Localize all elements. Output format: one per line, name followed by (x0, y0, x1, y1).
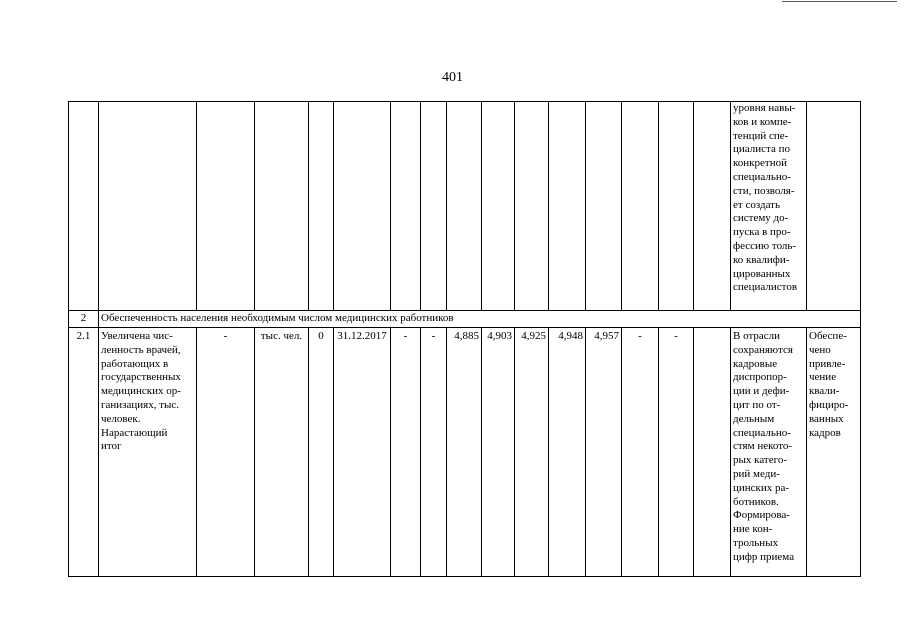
cell-result (807, 328, 861, 577)
cell-rationale (731, 328, 807, 577)
cell-year-2018: - (391, 328, 421, 577)
cell-number (69, 102, 99, 311)
cell-year-2020: 4,885 (447, 328, 482, 577)
cell-year (694, 102, 731, 311)
cell-unit (255, 102, 309, 311)
cell-name (99, 328, 197, 577)
cell-year (622, 102, 659, 311)
text-line: уровня навы- (733, 102, 796, 114)
text-line: чение (809, 371, 837, 384)
text-line: государственных (101, 371, 181, 384)
cell-year (391, 102, 421, 311)
text-line: стям некото- (733, 440, 793, 453)
text-line: привле- (809, 357, 846, 370)
text-line: диспропор- (733, 371, 787, 384)
text-line: сти, позволя- (733, 184, 795, 197)
text-line: кадров (809, 426, 841, 439)
cell-year (659, 102, 694, 311)
text-line: ленность врачей, (101, 343, 181, 356)
cell-number: 2.1 (69, 328, 99, 577)
cell-year-2025: - (622, 328, 659, 577)
text-line: ков и компе- (733, 115, 792, 128)
text-line: Увеличена чис- (101, 330, 173, 342)
cell-type: - (197, 328, 255, 577)
cell-year-2023: 4,948 (549, 328, 586, 577)
corner-rule (782, 1, 897, 2)
text-line: человек. (101, 412, 141, 425)
text-line: конкретной (733, 157, 787, 170)
cell-base-value (309, 102, 334, 311)
cell-base-date (334, 102, 391, 311)
cell-unit: тыс. чел. (255, 328, 309, 577)
cell-year-2024: 4,957 (586, 328, 622, 577)
text-line: специалистов (733, 281, 798, 294)
cell-type (197, 102, 255, 311)
text-line: циалиста по (733, 143, 790, 156)
cell-rationale (731, 102, 807, 311)
text-line: ет создать (733, 198, 780, 211)
text-line: специально- (733, 426, 791, 439)
text-line: цит по от- (733, 398, 781, 411)
text-line: чено (809, 343, 831, 356)
text-line: ботников. (733, 495, 779, 508)
cell-name (99, 102, 197, 311)
text-line: цинских ра- (733, 481, 790, 494)
text-line: специально- (733, 170, 791, 183)
section-title: Обеспеченность населения необходимым числом медицинских работников (99, 311, 861, 328)
text-line: дельным (733, 412, 775, 425)
text-line: медицинских ор- (101, 385, 181, 398)
text-line: фессию толь- (733, 239, 797, 252)
cell-result (807, 102, 861, 311)
text-line: рых катего- (733, 454, 788, 467)
cell-year-2021: 4,903 (482, 328, 515, 577)
text-line: Нарастающий (101, 426, 168, 439)
cell-year (447, 102, 482, 311)
table-row-continued (69, 102, 861, 311)
text-line: цированных (733, 267, 791, 280)
cell-year (421, 102, 447, 311)
page-number: 401 (442, 70, 463, 85)
text-line: фициро- (809, 398, 849, 411)
text-line: сохраняются (733, 343, 793, 356)
text-line: ко квалифи- (733, 253, 790, 266)
cell-base-value: 0 (309, 328, 334, 577)
text-line: ванных (809, 412, 844, 425)
text-line: Обеспе- (809, 330, 847, 342)
text-line: В отрасли (733, 330, 781, 342)
cell-year (482, 102, 515, 311)
cell-year-2026: - (659, 328, 694, 577)
text-line: систему до- (733, 212, 789, 225)
cell-empty (694, 328, 731, 577)
text-line: тенций спе- (733, 129, 789, 142)
cell-year-2019: - (421, 328, 447, 577)
text-line: трольных (733, 536, 779, 549)
text-line: кадровые (733, 357, 778, 370)
section-number: 2 (69, 311, 99, 328)
cell-base-date: 31.12.2017 (334, 328, 391, 577)
cell-year (586, 102, 622, 311)
indicator-table (68, 101, 861, 577)
text-line: рий меди- (733, 467, 780, 480)
text-line: ние кон- (733, 523, 773, 536)
text-line: работающих в (101, 357, 169, 370)
text-line: цифр приема (733, 550, 795, 563)
text-line: пуска в про- (733, 226, 791, 239)
text-line: квали- (809, 385, 840, 398)
text-line: итог (101, 440, 122, 453)
cell-year (515, 102, 549, 311)
text-line: ганизациях, тыс. (101, 398, 180, 411)
section-row (69, 311, 861, 328)
text-line: Формирова- (733, 509, 790, 522)
text-line: ции и дефи- (733, 385, 790, 398)
table-row-2-1 (69, 328, 861, 577)
cell-year (549, 102, 586, 311)
cell-year-2022: 4,925 (515, 328, 549, 577)
